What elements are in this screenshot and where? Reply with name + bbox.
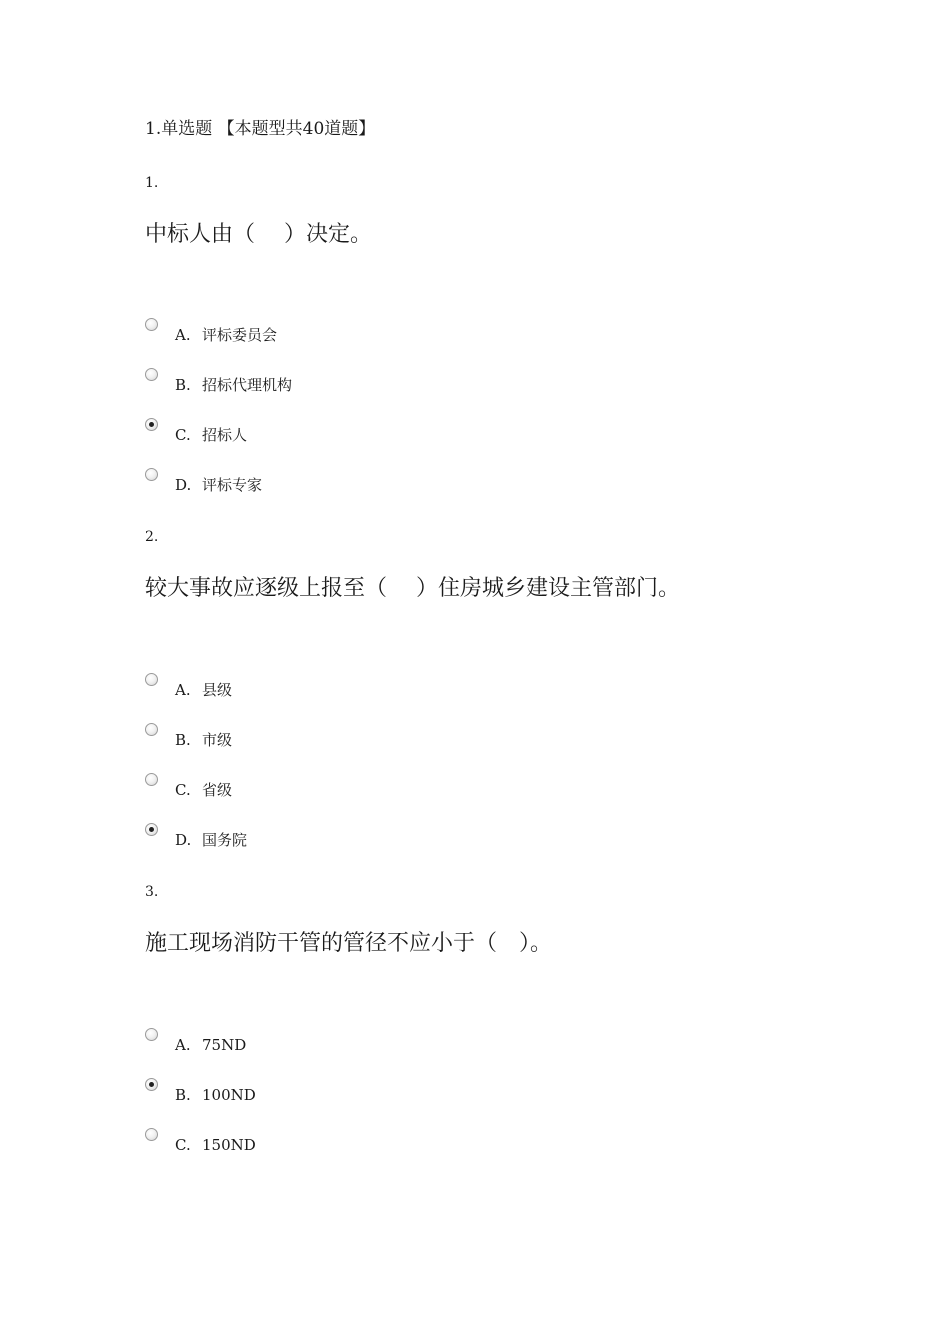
- option-q2-c[interactable]: [145, 773, 545, 801]
- section-title: 1.单选题 【本题型共40道题】: [145, 119, 376, 139]
- question-text: 较大事故应逐级上报至（ ）住房城乡建设主管部门。: [145, 576, 680, 601]
- option-q2-d[interactable]: [145, 823, 545, 851]
- option-letter: B.: [175, 731, 191, 749]
- option-text: 市级: [202, 731, 233, 749]
- radio-button-icon[interactable]: [145, 318, 158, 331]
- option-letter: D.: [175, 476, 192, 494]
- option-q2-a[interactable]: [145, 673, 545, 701]
- question-text: 施工现场消防干管的管径不应小于（ ）。: [145, 931, 553, 956]
- option-q3-a[interactable]: [145, 1028, 545, 1056]
- option-text: 评标委员会: [202, 326, 278, 344]
- option-letter: C.: [175, 781, 191, 799]
- option-text: 150ND: [202, 1136, 256, 1154]
- radio-button-icon[interactable]: [145, 723, 158, 736]
- option-q1-a[interactable]: [145, 318, 545, 346]
- option-text: 100ND: [202, 1086, 256, 1104]
- radio-button-checked-icon[interactable]: [145, 1078, 158, 1091]
- radio-button-icon[interactable]: [145, 773, 158, 786]
- radio-button-icon[interactable]: [145, 368, 158, 381]
- option-q2-b[interactable]: [145, 723, 545, 751]
- option-text: 县级: [202, 681, 233, 699]
- option-q1-c[interactable]: [145, 418, 545, 446]
- question-text: 中标人由（ ）决定。: [145, 222, 372, 247]
- option-letter: C.: [175, 1136, 191, 1154]
- option-text: 招标人: [202, 426, 248, 444]
- option-letter: B.: [175, 1086, 191, 1104]
- radio-button-icon[interactable]: [145, 1028, 158, 1041]
- option-q1-b[interactable]: [145, 368, 545, 396]
- radio-button-checked-icon[interactable]: [145, 418, 158, 431]
- option-letter: B.: [175, 376, 191, 394]
- radio-button-checked-icon[interactable]: [145, 823, 158, 836]
- option-q1-d[interactable]: [145, 468, 545, 496]
- question-number: 2.: [145, 529, 159, 545]
- option-text: 评标专家: [202, 476, 263, 494]
- option-q3-c[interactable]: [145, 1128, 545, 1156]
- option-q3-b[interactable]: [145, 1078, 545, 1106]
- option-letter: D.: [175, 831, 192, 849]
- option-letter: A.: [175, 681, 191, 699]
- option-text: 75ND: [202, 1036, 247, 1054]
- radio-button-icon[interactable]: [145, 673, 158, 686]
- option-text: 招标代理机构: [202, 376, 293, 394]
- option-text: 省级: [202, 781, 233, 799]
- question-number: 1.: [145, 175, 159, 191]
- option-letter: A.: [175, 326, 191, 344]
- option-letter: C.: [175, 426, 191, 444]
- option-text: 国务院: [202, 831, 248, 849]
- radio-button-icon[interactable]: [145, 468, 158, 481]
- option-letter: A.: [175, 1036, 191, 1054]
- question-number: 3.: [145, 884, 159, 900]
- radio-button-icon[interactable]: [145, 1128, 158, 1141]
